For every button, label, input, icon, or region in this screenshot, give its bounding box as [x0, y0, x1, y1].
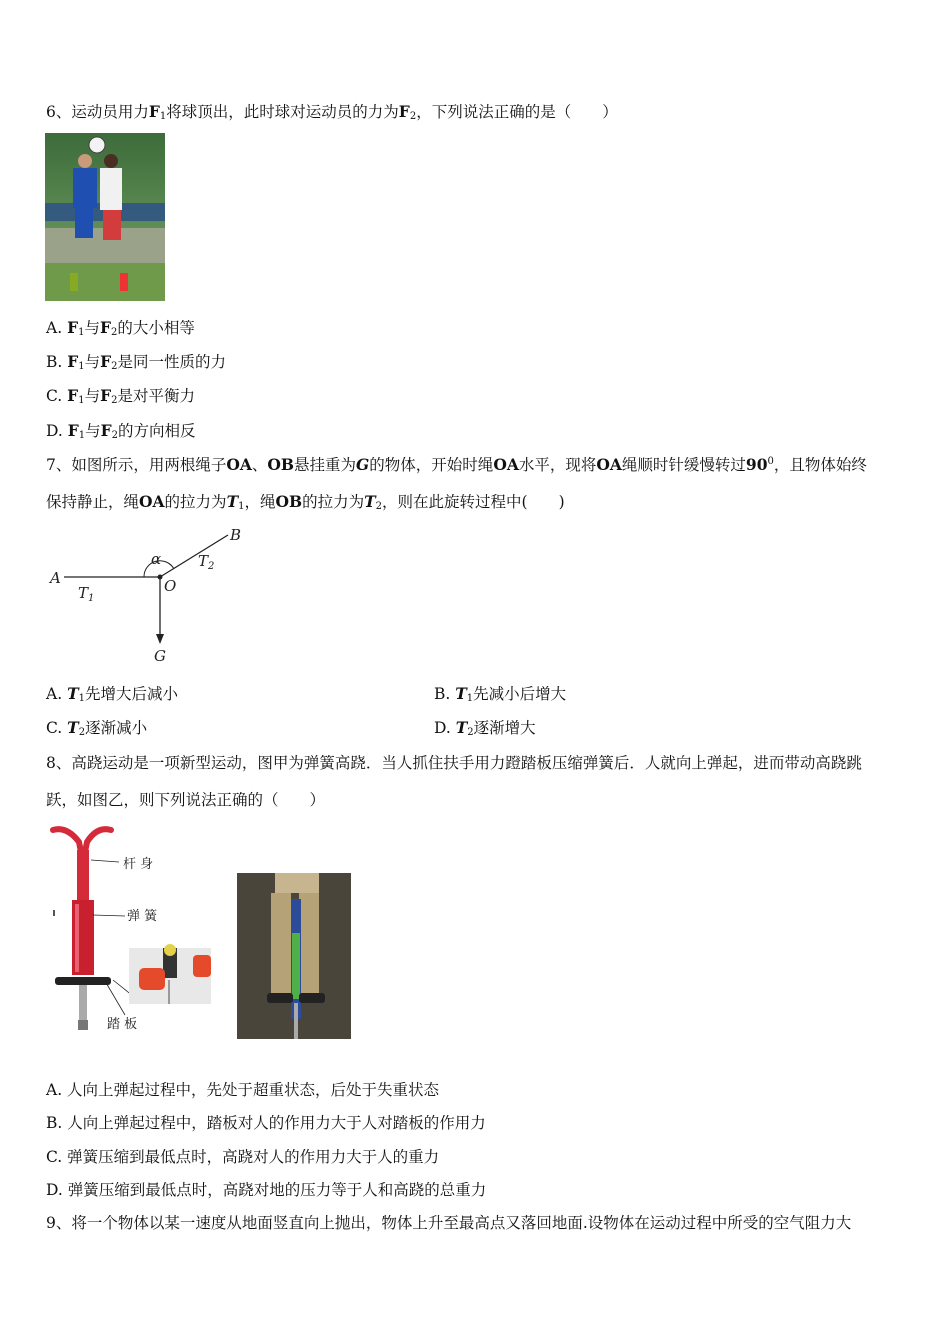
q8-stem-line2: 跃，如图乙，则下列说法正确的（ ）	[46, 791, 326, 809]
q6-option-a[interactable]: A. $F_1$与$F_2$的大小相等	[46, 318, 195, 338]
q9-stem-line1: 9、将一个物体以某一速度从地面竖直向上抛出，物体上升至最高点又落回地面.设物体在运动过程中所受的空气阻力大	[46, 1214, 852, 1232]
q8-option-c[interactable]: C. 弹簧压缩到最低点时，高跷对人的作用力大于人的重力	[46, 1148, 440, 1166]
label-alpha: α	[151, 550, 162, 568]
q7-option-d[interactable]: D. $T_2$逐渐增大	[434, 718, 536, 738]
q6-option-b[interactable]: B. $F_1$与$F_2$是同一性质的力	[46, 352, 227, 372]
q7-stem-line2: 保持静止，绳OA的拉力为$T_1$，绳OB的拉力为$T_2$，则在此旋转过程中( )	[46, 492, 565, 512]
q8-option-d[interactable]: D. 弹簧压缩到最低点时，高跷对地的压力等于人和高跷的总重力	[46, 1181, 487, 1199]
pogo-stick-diagram	[45, 820, 220, 1042]
label-spring: 弹 簧	[127, 909, 158, 924]
rope-force-diagram	[40, 520, 260, 670]
label-t1: $T_1$	[78, 584, 95, 604]
soccer-header-photo	[45, 133, 165, 301]
label-g: G	[154, 647, 166, 665]
q7-option-b[interactable]: B. $T_1$先减小后增大	[434, 684, 567, 704]
label-t2: $T_2$	[198, 552, 215, 572]
q6-option-c[interactable]: C. $F_1$与$F_2$是对平衡力	[46, 386, 195, 406]
q7-option-c[interactable]: C. $T_2$逐渐减小	[46, 718, 148, 738]
q8-option-b[interactable]: B. 人向上弹起过程中，踏板对人的作用力大于人对踏板的作用力	[46, 1114, 486, 1132]
label-shaft: 杆 身	[123, 857, 154, 872]
point-o	[158, 575, 163, 580]
q7-option-a[interactable]: A. $T_1$先增大后减小	[46, 684, 178, 704]
q8-option-a[interactable]: A. 人向上弹起过程中，先处于超重状态，后处于失重状态	[46, 1081, 440, 1099]
label-b: B	[230, 526, 242, 544]
rope-ob	[160, 535, 228, 577]
q6-stem: 6、运动员用力$F_1$将球顶出，此时球对运动员的力为$F_2$，下列说法正确的是（ ）	[46, 102, 618, 122]
pogo-jump-photo	[237, 873, 351, 1039]
q8-stem-line1: 8、高跷运动是一项新型运动，图甲为弹簧高跷．当人抓住扶手用力蹬踏板压缩弹簧后．人就向上弹起，进而带动高跷跳	[46, 754, 862, 772]
q7-stem-line1: 7、如图所示，用两根绳子OA、OB悬挂重为G的物体，开始时绳OA水平，现将OA绳顺时针缓慢转过$90^0$，且物体始终	[46, 455, 867, 474]
gravity-arrow-icon	[156, 634, 164, 644]
q6-option-d[interactable]: D. $F_1$与$F_2$的方向相反	[46, 421, 196, 441]
label-a: A	[50, 569, 61, 587]
label-pedal: 踏 板	[107, 1017, 138, 1032]
label-o: O	[164, 577, 177, 595]
